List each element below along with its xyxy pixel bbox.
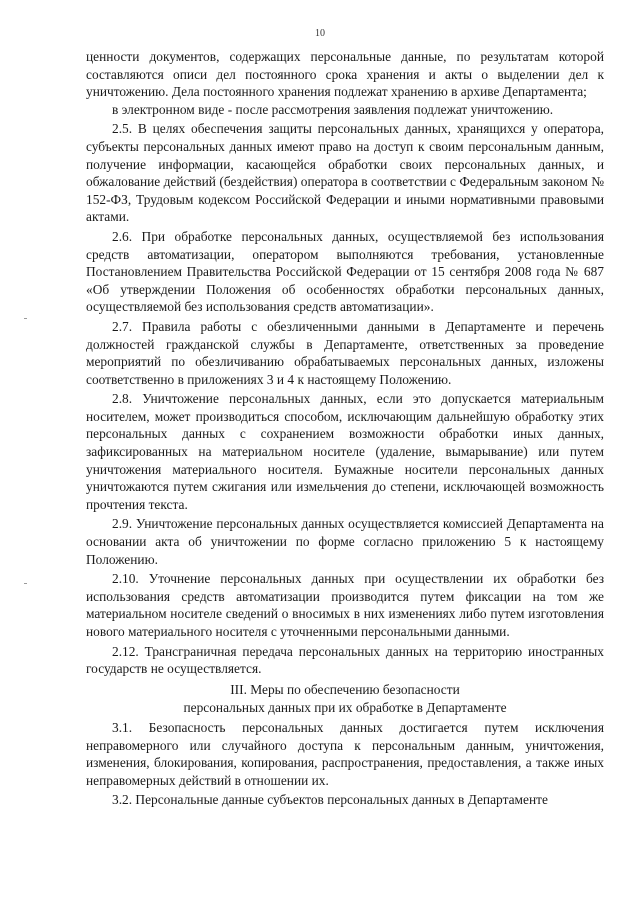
paragraph-2-10: 2.10. Уточнение персональных данных при осуществлении их обработки без использования средств автоматизации производится путем фиксации на том же материальном носителе сведений о вносимых в них изменениях либо путем изготовления нового материального носителя с уточненными персональными данными. xyxy=(86,571,604,639)
margin-mark xyxy=(24,583,27,584)
paragraph-continuation: ценности документов, содержащих персональные данные, по результатам которой составляются описи дел постоянного срока хранения и акты о выделении дел к уничтожению. Дела постоянного хранения подлежат хранению в архиве Департамента; xyxy=(86,49,604,100)
paragraph-2-9: 2.9. Уничтожение персональных данных осуществляется комиссией Департамента на основании акта об уничтожении по форме согласно приложению 5 к настоящему Положению. xyxy=(86,516,604,567)
paragraph-3-2: 3.2. Персональные данные субъектов персональных данных в Департаменте xyxy=(112,792,548,808)
section-heading-line2: персональных данных при их обработке в Департаменте xyxy=(183,700,507,716)
paragraph-2-7: 2.7. Правила работы с обезличенными данными в Департаменте и перечень должностей гражданской службы в Департаменте, ответственных за проведение мероприятий по обезличиванию обрабатываемых персональных данных, изложены соответственно в приложениях 3 и 4 к настоящему Положению. xyxy=(86,318,604,387)
paragraph-3-1: 3.1. Безопасность персональных данных достигается путем исключения неправомерного или случайного доступа к персональным данным, уничтожения, изменения, блокирования, копирования, распространения, предоставления, а также иных неправомерных действий в отношении их. xyxy=(86,719,604,788)
paragraph-2-8: 2.8. Уничтожение персональных данных, если это допускается материальным носителем, может производиться способом, исключающим дальнейшую обработку этих персональных данных с сохранением возможности обработки иных данных, зафиксированных на материальном носителе (удаление, вымарывание) или путем уничтожения материального носителя. Бумажные носители персональных данных уничтожаются путем сжигания или измельчения до степени, исключающей возможность прочтения текста. xyxy=(86,391,604,512)
section-heading-line1: III. Меры по обеспечению безопасности xyxy=(230,681,460,697)
body-text xyxy=(86,48,604,809)
margin-mark xyxy=(24,318,27,319)
paragraph-2-6: 2.6. При обработке персональных данных, осуществляемой без использования средств автоматизации, оператором выполняются требования, установленные Постановлением Правительства Российской Федерации от 15 сентября 2008 года № 687 «Об утверждении Положения об особенностях обработки персональных данных, осуществляемой без использования средств автоматизации». xyxy=(86,228,604,315)
paragraph-2-12: 2.12. Трансграничная передача персональных данных на территорию иностранных государств не осуществляется. xyxy=(86,643,604,677)
paragraph-2-5: 2.5. В целях обеспечения защиты персональных данных, хранящихся у оператора, субъекты персональных данных имеют право на доступ к своим персональным данным, получение информации, касающейся обработки своих персональных данных, и обжалование действий (бездействия) оператора в соответствии с Федеральным законом № 152-ФЗ, Трудовым кодексом Российской Федерации и иными нормативными правовыми актами. xyxy=(86,121,604,225)
page-number: 10 xyxy=(315,28,325,39)
paragraph-continuation-electronic: в электронном виде - после рассмотрения заявления подлежат уничтожению. xyxy=(112,101,554,117)
